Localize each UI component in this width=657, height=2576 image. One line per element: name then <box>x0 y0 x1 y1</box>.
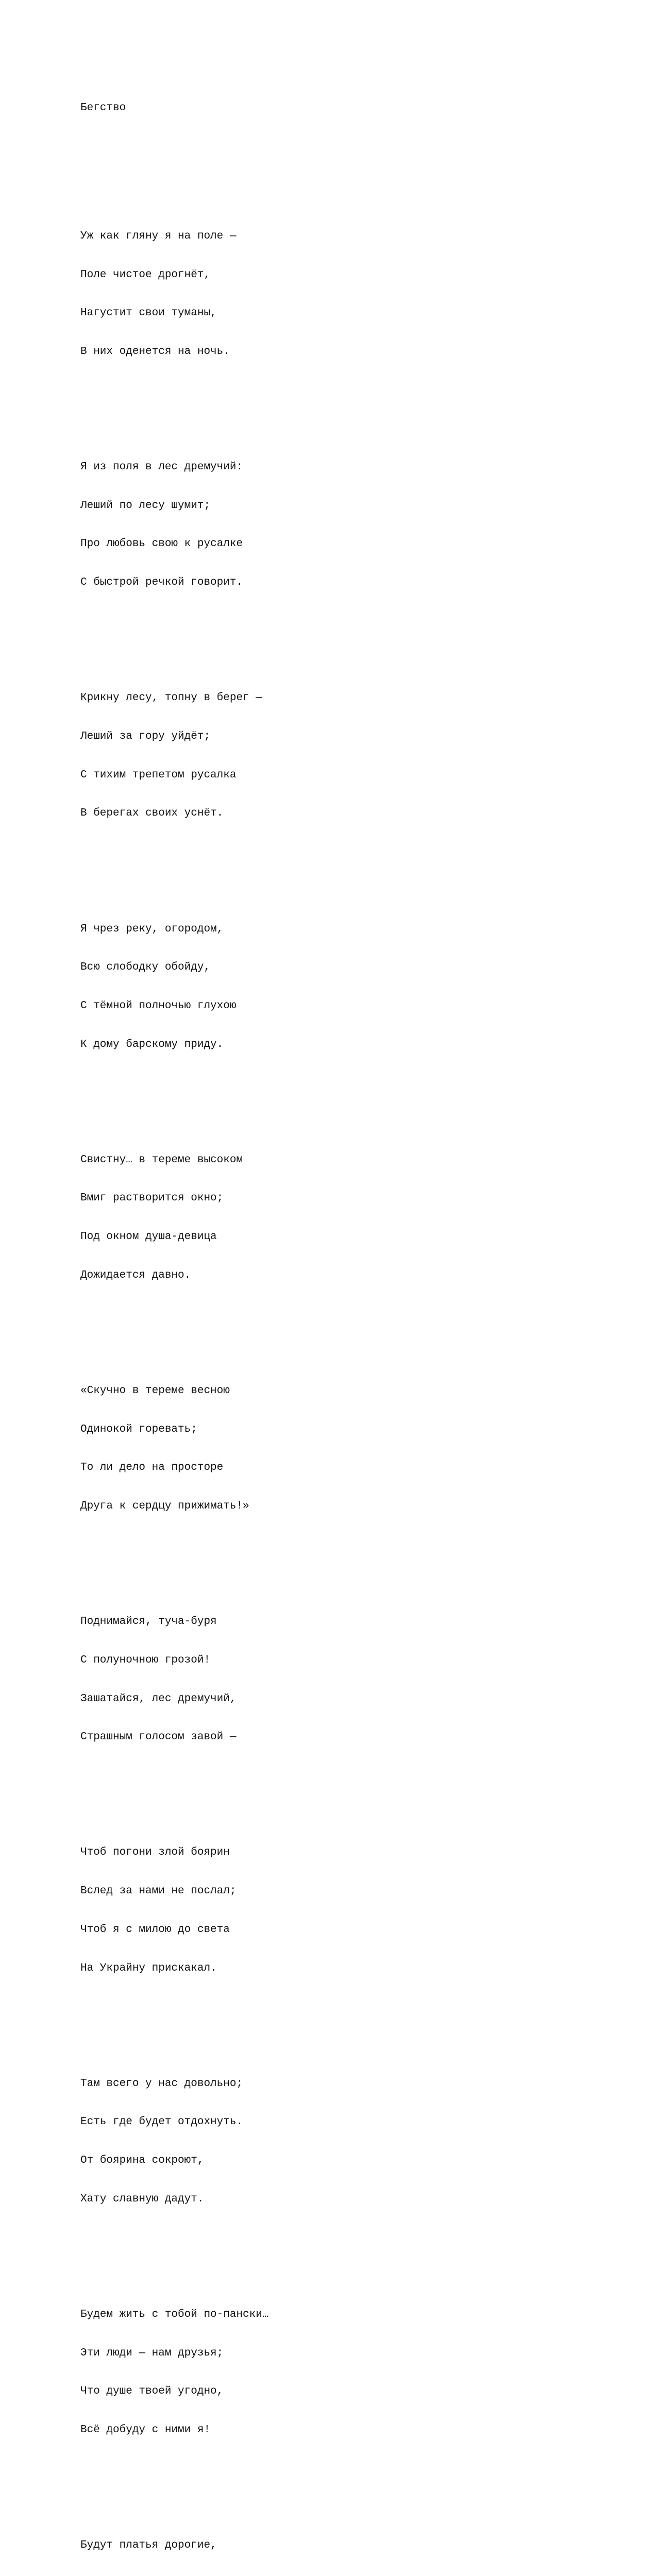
poem-line: К дому барскому приду. <box>80 1038 224 1050</box>
poem-line: Уж как гляну я на поле — <box>80 230 237 242</box>
poem-line: Там всего у нас довольно; <box>80 2077 243 2090</box>
poem-line: Свистну… в тереме высоком <box>80 1154 243 1166</box>
poem-line: Всё добуду с ними я! <box>80 2424 211 2436</box>
stanza <box>80 2283 268 2463</box>
poem-line: С полуночною грозой! <box>80 1654 211 1666</box>
stanza <box>80 1359 268 1539</box>
stanza <box>80 1128 268 1308</box>
poem-line: Будут платья дорогие, <box>80 2539 217 2552</box>
poem-line: Про любовь свою к русалке <box>80 538 243 550</box>
poem-text <box>80 76 268 2576</box>
poem-line: Зашатайся, лес дремучий, <box>80 1692 237 1705</box>
stanza <box>80 2514 268 2576</box>
poem-line: Одинокой горевать; <box>80 1423 197 1435</box>
poem-line: Всю слободку обойду, <box>80 961 211 974</box>
poem-line: Дожидается давно. <box>80 1269 191 1281</box>
poem-line: Леший по лесу шумит; <box>80 499 211 512</box>
poem-line: Чтоб я с милою до света <box>80 1923 230 1936</box>
poem-line: Будем жить с тобой по-пански… <box>80 2308 269 2320</box>
poem-line: Друга к сердцу прижимать!» <box>80 1500 249 1513</box>
poem-line: С тихим трепетом русалка <box>80 769 237 781</box>
poem-line: Нагустит свои туманы, <box>80 307 217 319</box>
poem-line: В них оденется на ночь. <box>80 345 230 358</box>
poem-line: С тёмной полночью глухою <box>80 999 237 1012</box>
poem-line: В берегах своих уснёт. <box>80 807 224 820</box>
poem-line: То ли дело на просторе <box>80 1462 224 1474</box>
poem-line: Чтоб погони злой боярин <box>80 1846 230 1859</box>
poem-title: Бегство <box>80 101 126 114</box>
poem-line: Леший за гору уйдёт; <box>80 731 211 743</box>
poem-line: Эти люди — нам друзья; <box>80 2347 224 2359</box>
stanza <box>80 2052 268 2232</box>
poem-line: Под окном душа-девица <box>80 1231 217 1243</box>
poem-line: Что душе твоей угодно, <box>80 2385 224 2398</box>
poem-line: Крикну лесу, топну в берег — <box>80 692 262 704</box>
poem-line: С быстрой речкой говорит. <box>80 577 243 589</box>
poem-line: Поднимайся, туча-буря <box>80 1616 217 1628</box>
poem-line: Есть где будет отдохнуть. <box>80 2116 243 2128</box>
poem-line: Я из поля в лес дремучий: <box>80 461 243 473</box>
poem-line: Я чрез реку, огородом, <box>80 923 224 935</box>
stanza <box>80 1821 268 2001</box>
stanza <box>80 667 268 846</box>
poem-line: Страшным голосом завой — <box>80 1731 237 1743</box>
poem-line: «Скучно в тереме весною <box>80 1385 230 1397</box>
poem-line: Поле чистое дрогнёт, <box>80 268 211 281</box>
poem-line: Хату славную дадут. <box>80 2193 204 2205</box>
poem-line: На Украйну прискакал. <box>80 1962 217 1974</box>
title-spacer <box>80 141 268 166</box>
stanza <box>80 1590 268 1770</box>
stanza <box>80 435 268 615</box>
stanza <box>80 205 268 384</box>
poem-line: Вслед за нами не послал; <box>80 1885 237 1897</box>
poem-line: Вмиг растворится окно; <box>80 1192 224 1205</box>
stanza <box>80 897 268 1077</box>
poem-line: От боярина сокроют, <box>80 2155 204 2167</box>
